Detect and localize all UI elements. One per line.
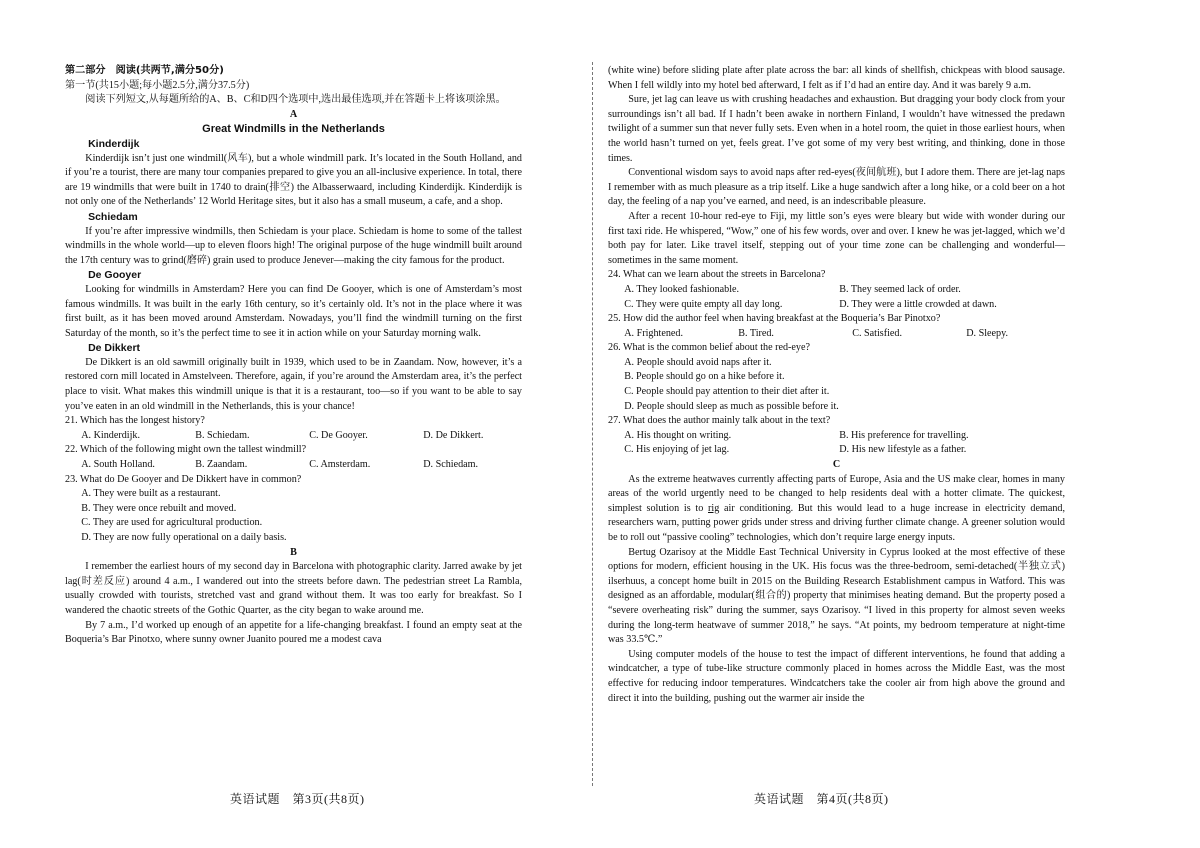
option: A. His thought on writing. xyxy=(624,429,732,441)
option: D. Schiedam. xyxy=(423,459,479,471)
passage-b-paragraph-3: Sure, jet lag can leave us with crushing headaches and exhaustion. But dragging your body clock from your surroundings isn’t all bad. If I hadn’t been awake in northern Finland, I wouldn’t have witnessed the predawn twilight of a summer sun that never fully sets. Even when in a hotel room, the quiet in those earliest hours, when the world hasn’t turned on yet, feels great. I’ve got some of my very best writing, and thinking, done in those times. xyxy=(608,94,1065,164)
paragraph-de-dikkert: De Dikkert is an old sawmill originally built in 1939, which used to be in Zaandam. Now, however, it’s a restored corn mill located in Amstelveen. Therefore, again, if you’re around the Amsterdam area, it’s the perfect place to visit. What makes this windmill unique is that it is a restaurant, too—so if you want to be able to say you’ve eaten in an old windmill in the Netherlands, this is your chance! xyxy=(65,356,522,412)
subheading-schiedam: Schiedam xyxy=(88,210,138,223)
option: C. People should pay attention to their diet after it. xyxy=(624,386,830,398)
option: D. Sleepy. xyxy=(966,327,1009,339)
question-27: 27. What does the author mainly talk about in the text? xyxy=(608,415,831,427)
passage-b-paragraph-1: I remember the earliest hours of my second day in Barcelona with photographic clarity. Jarred awake by jet lag(时差反应) around 4 a.m., I wandered out into the streets before dawn. The pedestrian street La Rambla, usually crowded with tourists, stretched vast and grand without them. It was too early for breakfast. So I wandered the chaotic streets of the Gothic Quarter, as the city began to wake around me. xyxy=(65,561,522,616)
question-27-options-row-1 xyxy=(608,429,1065,444)
underlined-word: rig xyxy=(708,502,720,514)
question-25: 25. How did the author feel when having breakfast at the Boqueria’s Bar Pinotxo? xyxy=(608,313,941,325)
question-22: 22. Which of the following might own the tallest windmill? xyxy=(65,444,307,456)
option: A. Kinderdijk. xyxy=(81,429,141,441)
column-divider xyxy=(592,62,593,786)
option: C. They are used for agricultural production. xyxy=(81,517,263,529)
passage-a-title: Great Windmills in the Netherlands xyxy=(202,123,385,136)
passage-a-letter: A xyxy=(289,108,298,120)
option: D. De Dikkert. xyxy=(423,429,484,441)
passage-c-paragraph-3: Using computer models of the house to test the impact of different interventions, he found that adding a windcatcher, a type of tube-like structure commonly placed in homes across the Middle East, was the most effective for reducing indoor temperatures. Windcatchers take the cooler air from high above the ground and direct it into the building, pushing out the warmer air inside the xyxy=(608,648,1065,704)
section-header: 第一节(共15小题;每小题2.5分,满分37.5分) xyxy=(65,79,250,91)
option: C. Amsterdam. xyxy=(309,459,371,471)
passage-c-text: air conditioning. But this would lead to a huge increase in electricity demand, researchers warn, putting power grids under stress and driving further climate change. A greener solution would be to roll out “passive cooling” technologies, which don’t require large energy inputs. xyxy=(608,502,1065,543)
option: B. His preference for travelling. xyxy=(839,429,969,441)
instructions: 阅读下列短文,从每题所给的A、B、C和D四个选项中,选出最佳选项,并在答题卡上将该项涂黑。 xyxy=(85,94,506,106)
question-21-options xyxy=(65,429,522,444)
paragraph-schiedam: If you’re after impressive windmills, then Schiedam is your place. Schiedam is home to some of the tallest windmills in the whole world—up to eleven floors high! The original purpose of the huge windmill built around the 17th century was to grind(磨碎) grain used to produce Jenever—making the city famous for the product. xyxy=(65,225,522,266)
question-24-options-row-2 xyxy=(608,298,1065,313)
left-column xyxy=(65,64,522,648)
option: C. De Gooyer. xyxy=(309,429,368,441)
option: B. Zaandam. xyxy=(195,459,248,471)
part-header: 第二部分 阅读(共两节,满分50分) xyxy=(65,65,224,76)
passage-b-letter: B xyxy=(290,546,297,558)
passage-b-paragraph-4: Conventional wisdom says to avoid naps after red-eyes(夜间航班), but I adore them. There are jet-lag naps I remember with as much pleasure as a trip itself. Like a huge sandwich after a long hike, or a cold beer on a hot day, the feeling of a nap you’ve earned, and need, is an indescribable pleasure. xyxy=(608,167,1065,208)
option: A. South Holland. xyxy=(81,459,155,471)
question-23: 23. What do De Gooyer and De Dikkert have in common? xyxy=(65,473,302,485)
passage-c-letter: C xyxy=(832,459,841,471)
page-footer-left: 英语试题 第3页(共8页) xyxy=(230,792,365,806)
question-22-options xyxy=(65,458,522,473)
option: D. They were a little crowded at dawn. xyxy=(839,298,997,310)
subheading-de-gooyer: De Gooyer xyxy=(88,269,142,282)
option: B. Tired. xyxy=(738,327,774,339)
question-24: 24. What can we learn about the streets in Barcelona? xyxy=(608,269,826,281)
question-27-options-row-2 xyxy=(608,443,1065,458)
option: B. Schiedam. xyxy=(195,429,250,441)
option: A. They looked fashionable. xyxy=(624,283,740,295)
option: C. His enjoying of jet lag. xyxy=(624,444,730,456)
subheading-kinderdijk: Kinderdijk xyxy=(88,137,140,150)
option: C. They were quite empty all day long. xyxy=(624,298,783,310)
paragraph-kinderdijk: Kinderdijk isn’t just one windmill(风车), but a whole windmill park. It’s located in the South Holland, and if you’re a tourist, there are many tour companies prepared to give you an all-inclusive experience. In total, there are 19 windmills that were built in 1740 to drain(排空) the Albasserwaard, including Kinderdijk. Kinderdijk is not only one of the Netherlands’ 12 World Heritage sites, but it also has a small museum, a cafe, and a shop. xyxy=(65,152,522,208)
question-25-options xyxy=(608,327,1065,342)
page-footer-right: 英语试题 第4页(共8页) xyxy=(754,792,889,806)
option: B. People should go on a hike before it. xyxy=(624,371,785,383)
passage-b-paragraph-2-start: By 7 a.m., I’d worked up enough of an appetite for a life-changing breakfast. I found an empty seat at the Boqueria’s Bar Pinotxo, where sunny owner Juanito poured me a modest cava xyxy=(65,619,522,646)
option: B. They seemed lack of order. xyxy=(839,283,961,295)
option: A. People should avoid naps after it. xyxy=(624,356,772,368)
passage-b-paragraph-2-end: (white wine) before sliding plate after plate across the bar: all kinds of shellfish, chickpeas with blood sausage. When I fell wildly into my hotel bed afterward, I felt as if I’d had an entire day. And it was barely 9 a.m. xyxy=(608,65,1065,91)
passage-c-paragraph-1 xyxy=(608,473,1065,546)
passage-c-paragraph-2: Bertug Ozarisoy at the Middle East Technical University in Cyprus looked at the most effective of these options for modern, efficient housing in the UK. His focus was the three-bedroom, semi-detached(半独立式) ilserhuus, a concept home built in 2015 on the Building Research Establishment campus in Watford. This was designed as an affordable, modular(组合的) property that minimises heating demand. But the property posed a “severe overheating risk” during the summer, says Ozarisoy. “I lived in this property for almost seven weeks during the long-term heatwave of summer 2018,” he says. “At points, my bedroom temperature at night-time was 33.5℃.” xyxy=(608,546,1065,646)
paragraph-de-gooyer: Looking for windmills in Amsterdam? Here you can find De Gooyer, which is one of Amsterdam’s most famous windmills. It was built in the early 16th century, so it’s certainly old. It’s not in the place where it was first built, as it has been moved around Amsterdam. Nowadays, you’ll find the windmill turning on the first Saturday of the month, so it’s the perfect time to see it in action while on your Saturday morning walk. xyxy=(65,283,522,339)
option: D. People should sleep as much as possible before it. xyxy=(624,400,839,412)
option: D. His new lifestyle as a father. xyxy=(839,444,967,456)
passage-c-text: As the extreme heatwaves currently affecting parts of Europe, Asia and the US make clear, homes in many areas of the world urgently need to be changed to help residents deal with a hotter climate. The quickest, simplest solution is to xyxy=(608,473,1065,514)
option: D. They are now fully operational on a daily basis. xyxy=(81,532,287,543)
subheading-de-dikkert: De Dikkert xyxy=(88,342,141,355)
option: A. Frightened. xyxy=(624,327,684,339)
option: B. They were once rebuilt and moved. xyxy=(81,502,237,514)
option: C. Satisfied. xyxy=(852,327,903,339)
passage-b-paragraph-5: After a recent 10-hour red-eye to Fiji, my little son’s eyes were bleary but wide with wonder during our first taxi ride. He whispered, “Wow,” one of his few words, over and over. I knew he was jet-lagged, which we’d both pay for later. Like travel itself, stepping out of your time zone can be challenging and wonderful—sometimes in the same moment. xyxy=(608,210,1065,266)
option: A. They were built as a restaurant. xyxy=(81,488,221,500)
question-24-options-row-1 xyxy=(608,283,1065,298)
right-column xyxy=(608,64,1065,706)
question-21: 21. Which has the longest history? xyxy=(65,415,205,427)
question-26: 26. What is the common belief about the red-eye? xyxy=(608,342,810,354)
